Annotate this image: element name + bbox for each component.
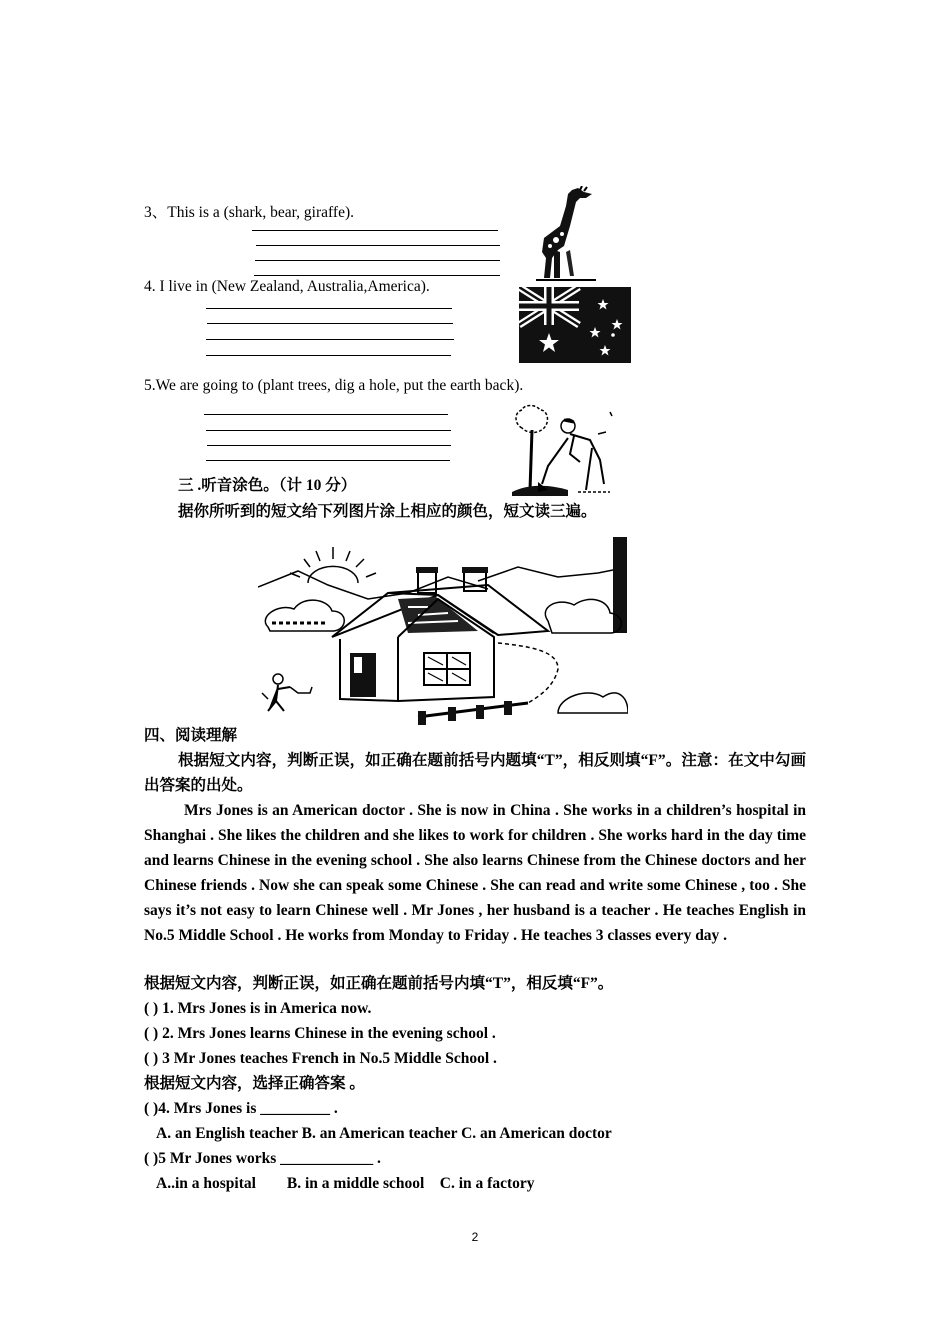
answer-line bbox=[256, 245, 500, 246]
reading-passage: Mrs Jones is an American doctor . She is now in China . She works in a children’s hospital in Shanghai . She likes the children and she likes to work for children . She works hard in the day time and learns Chinese in the evening school . She also learns Chinese from the Chinese doctors and her Chinese friends . Now she can speak some Chinese . She can read and write some Chinese , too . She says it’s not easy to learn Chinese well . Mr Jones , her husband is a teacher . He teaches English in No.5 Middle School . He works from Monday to Friday . He teaches 3 classes every day . bbox=[144, 802, 806, 944]
section-3-heading: 三 .听音涂色。（计 10 分） bbox=[178, 477, 357, 494]
section-4-heading: 四、阅读理解 bbox=[144, 727, 238, 744]
tf-item-3: ( ) 3 Mr Jones teaches French in No.5 Middle School . bbox=[144, 1050, 497, 1067]
answer-line bbox=[204, 414, 448, 415]
tf-item-1: ( ) 1. Mrs Jones is in America now. bbox=[144, 1000, 372, 1017]
answer-line bbox=[206, 308, 452, 309]
answer-line bbox=[206, 339, 454, 340]
page-number: 2 bbox=[471, 1230, 479, 1244]
question-4-text: 4. I live in (New Zealand, Australia,America). bbox=[144, 278, 430, 295]
mc-question-4-options: A. an English teacher B. an American teacher C. an American doctor bbox=[156, 1125, 612, 1142]
answer-line bbox=[254, 275, 500, 276]
answer-line bbox=[252, 230, 498, 231]
planting-tree-image bbox=[508, 404, 618, 500]
house-coloring-image bbox=[258, 537, 628, 729]
mc-instruction: 根据短文内容，选择正确答案 。 bbox=[144, 1075, 365, 1092]
tf-item-2: ( ) 2. Mrs Jones learns Chinese in the evening school . bbox=[144, 1025, 496, 1042]
section-4-instruction: 根据短文内容，判断正误，如正确在题前括号内题填“T”，相反则填“F”。注意：在文中勾画出答案的出处。 bbox=[144, 752, 806, 794]
answer-line bbox=[207, 323, 453, 324]
answer-line bbox=[206, 430, 451, 431]
section-3-instruction: 据你所听到的短文给下列图片涂上相应的颜色，短文读三遍。 bbox=[178, 503, 597, 520]
australia-flag-image bbox=[519, 287, 631, 363]
answer-line bbox=[206, 460, 450, 461]
tf-instruction: 根据短文内容，判断正误，如正确在题前括号内填“T”，相反填“F”。 bbox=[144, 975, 614, 992]
mc-question-4: ( )4. Mrs Jones is _________ . bbox=[144, 1100, 338, 1117]
mc-question-5-options: A..in a hospital B. in a middle school C. in a factory bbox=[156, 1175, 535, 1192]
question-3-text: 3、This is a (shark, bear, giraffe). bbox=[144, 204, 354, 221]
answer-line bbox=[255, 260, 500, 261]
answer-line bbox=[206, 355, 451, 356]
mc-question-5: ( )5 Mr Jones works ____________ . bbox=[144, 1150, 381, 1167]
answer-line bbox=[207, 445, 451, 446]
giraffe-image bbox=[530, 186, 600, 284]
question-5-text: 5.We are going to (plant trees, dig a hole, put the earth back). bbox=[144, 377, 524, 394]
